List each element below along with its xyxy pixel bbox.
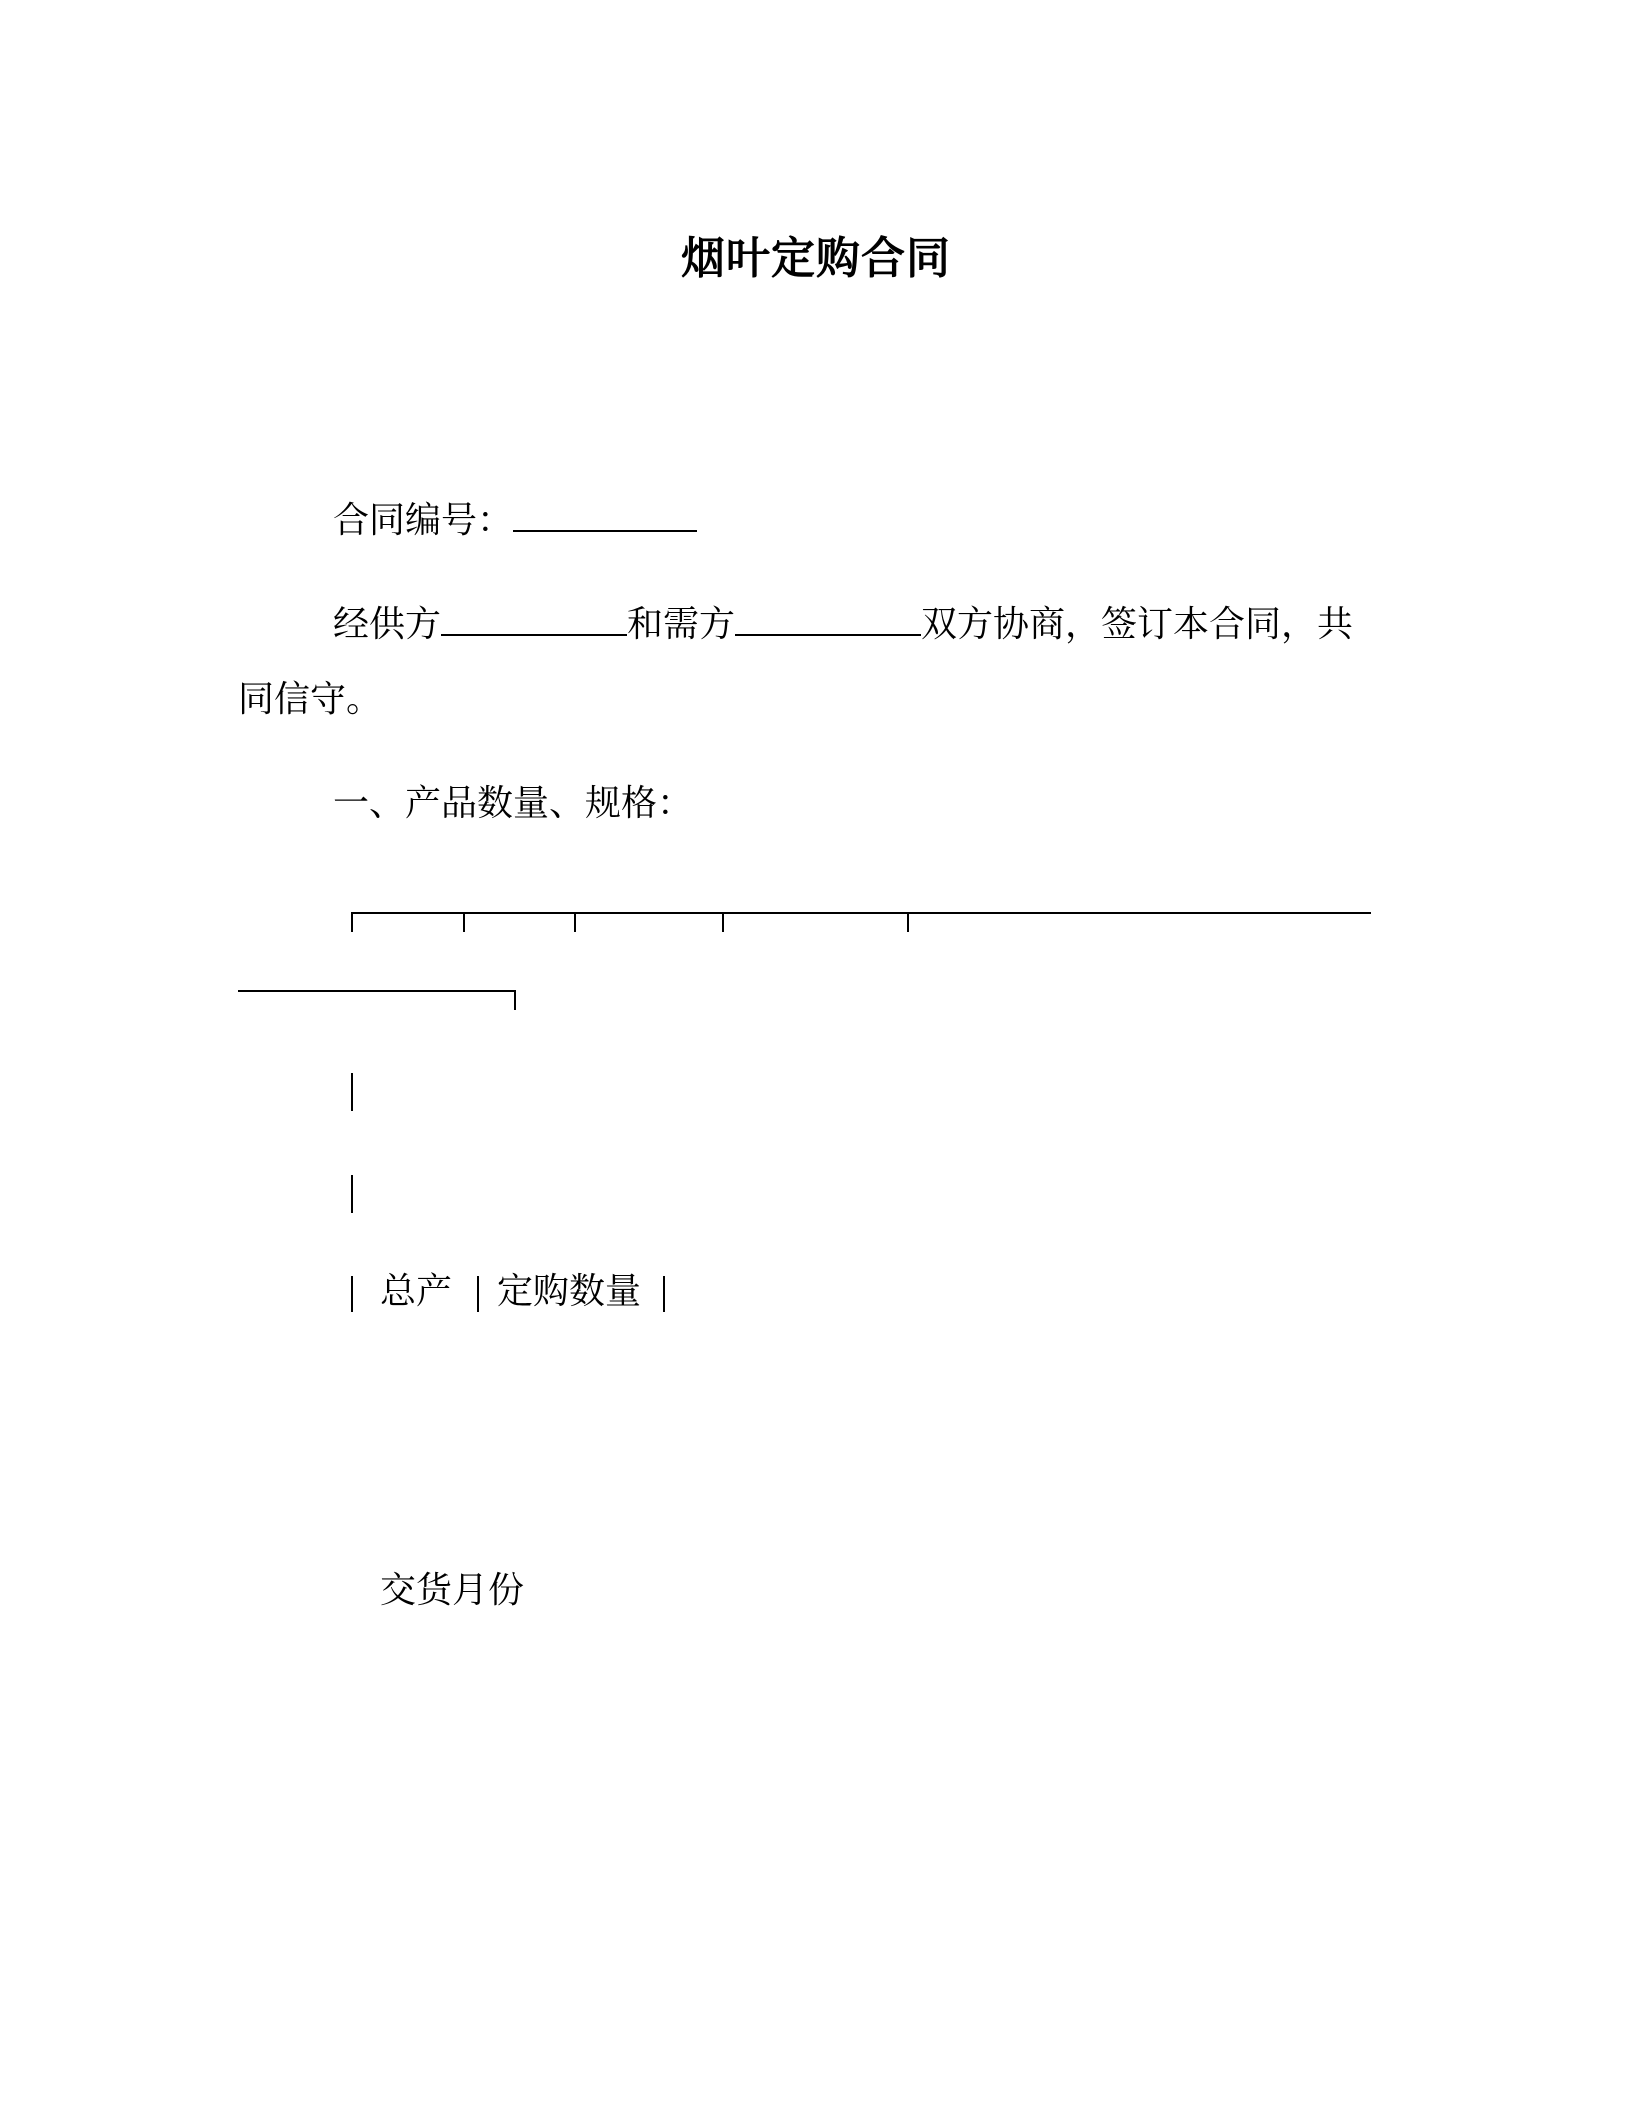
table-left-border-3 — [351, 1276, 353, 1312]
table-left-border-2 — [351, 1175, 353, 1213]
col-header-delivery-month: 交货月份 — [380, 1570, 525, 1611]
table-tick-4 — [722, 912, 724, 932]
contract-number-blank[interactable] — [513, 496, 697, 532]
intro-line-2: 同信守。 — [238, 679, 383, 720]
supplier-blank[interactable] — [441, 600, 627, 636]
intro-line-1 — [333, 600, 1353, 647]
intro-part-2: 和需方 — [627, 604, 736, 645]
contract-number-label: 合同编号： — [333, 500, 514, 541]
contract-number-line — [333, 496, 697, 543]
table-tick-3 — [574, 912, 576, 932]
table-top-right-corner — [514, 990, 516, 1010]
table-col-divider-1 — [477, 1276, 479, 1312]
table-top-border — [351, 912, 1371, 914]
section-1-heading: 一、产品数量、规格： — [333, 783, 694, 824]
table-top-border-wrap — [238, 990, 516, 992]
col-header-total: 总产 — [380, 1271, 453, 1312]
table-tick-1 — [351, 912, 353, 932]
table-left-border-1 — [351, 1073, 353, 1111]
intro-part-3: 双方协商，签订本合同，共 — [921, 604, 1354, 645]
buyer-blank[interactable] — [735, 600, 921, 636]
col-header-order-qty: 定购数量 — [497, 1271, 642, 1312]
table-tick-2 — [463, 912, 465, 932]
table-col-divider-2 — [663, 1276, 665, 1312]
table-tick-5 — [907, 912, 909, 932]
document-title: 烟叶定购合同 — [681, 233, 951, 284]
intro-part-1: 经供方 — [333, 604, 442, 645]
